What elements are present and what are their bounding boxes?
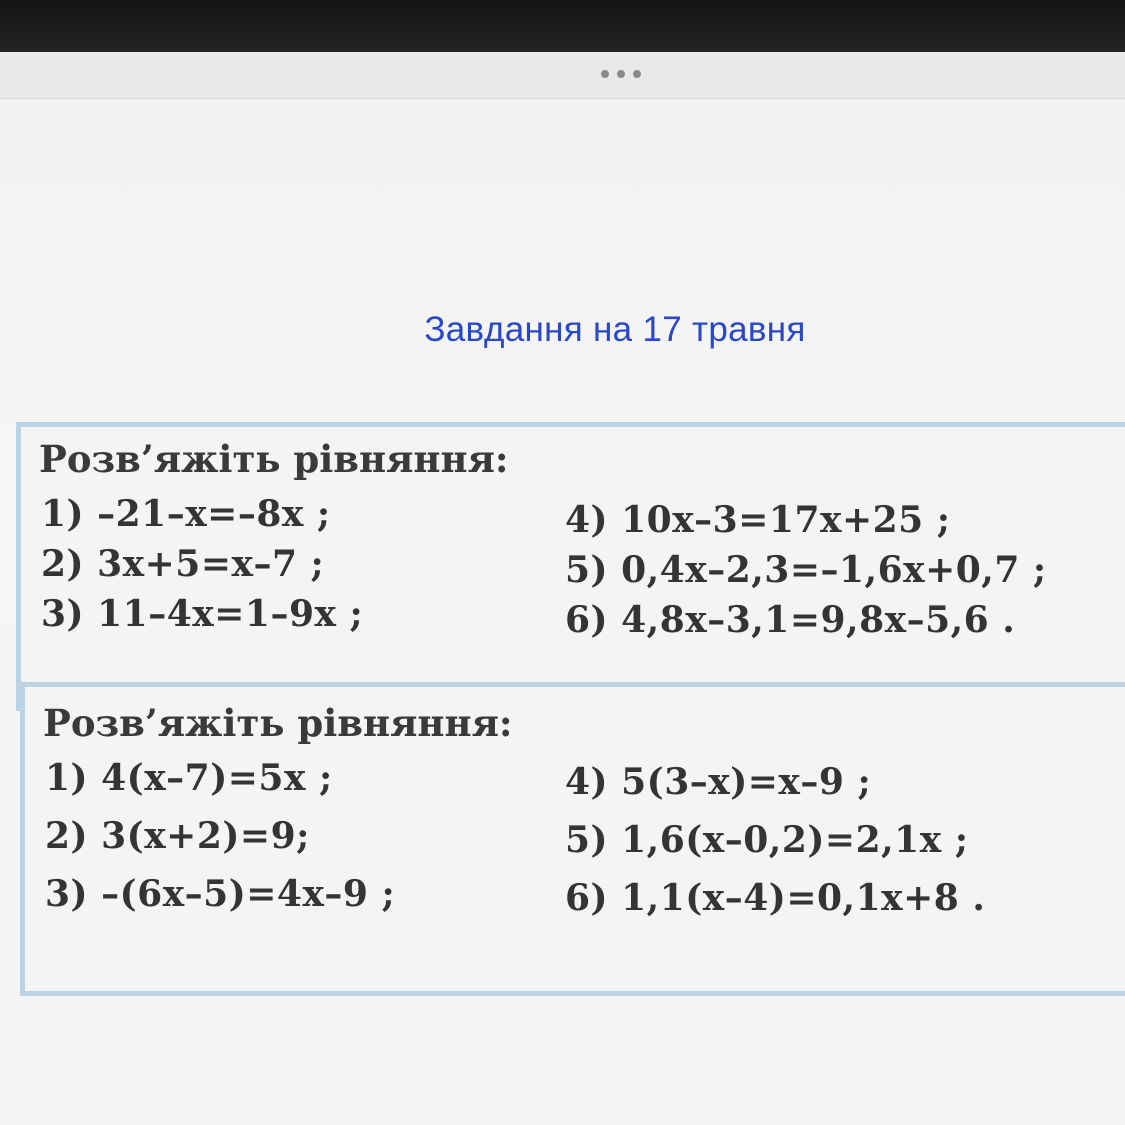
- equation-1: 1) –21–x=–8x ;: [41, 493, 331, 535]
- equation-2: 2) 3(x+2)=9;: [45, 815, 310, 857]
- equation-2: 2) 3x+5=x–7 ;: [41, 543, 325, 585]
- task-box-1: [16, 422, 1125, 711]
- equation-6: 6) 1,1(x–4)=0,1x+8 .: [565, 877, 986, 919]
- page-title: Завдання на 17 травня: [424, 310, 806, 349]
- device-bezel: [0, 0, 1125, 52]
- task-box-2: [20, 682, 1125, 996]
- equation-4: 4) 5(3–x)=x–9 ;: [565, 761, 872, 803]
- equation-3: 3) –(6x–5)=4x–9 ;: [45, 873, 396, 915]
- dot: [601, 70, 609, 78]
- task-heading: Розв’яжіть рівняння:: [43, 701, 513, 745]
- dot: [633, 70, 641, 78]
- dot: [617, 70, 625, 78]
- top-toolbar: [0, 52, 1125, 99]
- task-heading: Розв’яжіть рівняння:: [39, 437, 509, 481]
- equation-6: 6) 4,8x–3,1=9,8x–5,6 .: [565, 599, 1016, 641]
- equation-1: 1) 4(x–7)=5x ;: [45, 757, 333, 799]
- more-horizontal-icon[interactable]: [601, 66, 641, 82]
- equation-3: 3) 11–4x=1–9x ;: [41, 593, 364, 635]
- equation-5: 5) 0,4x–2,3=–1,6x+0,7 ;: [565, 549, 1047, 591]
- equation-4: 4) 10x–3=17x+25 ;: [565, 499, 951, 541]
- equation-5: 5) 1,6(x–0,2)=2,1x ;: [565, 819, 969, 861]
- screen: [0, 52, 1125, 1125]
